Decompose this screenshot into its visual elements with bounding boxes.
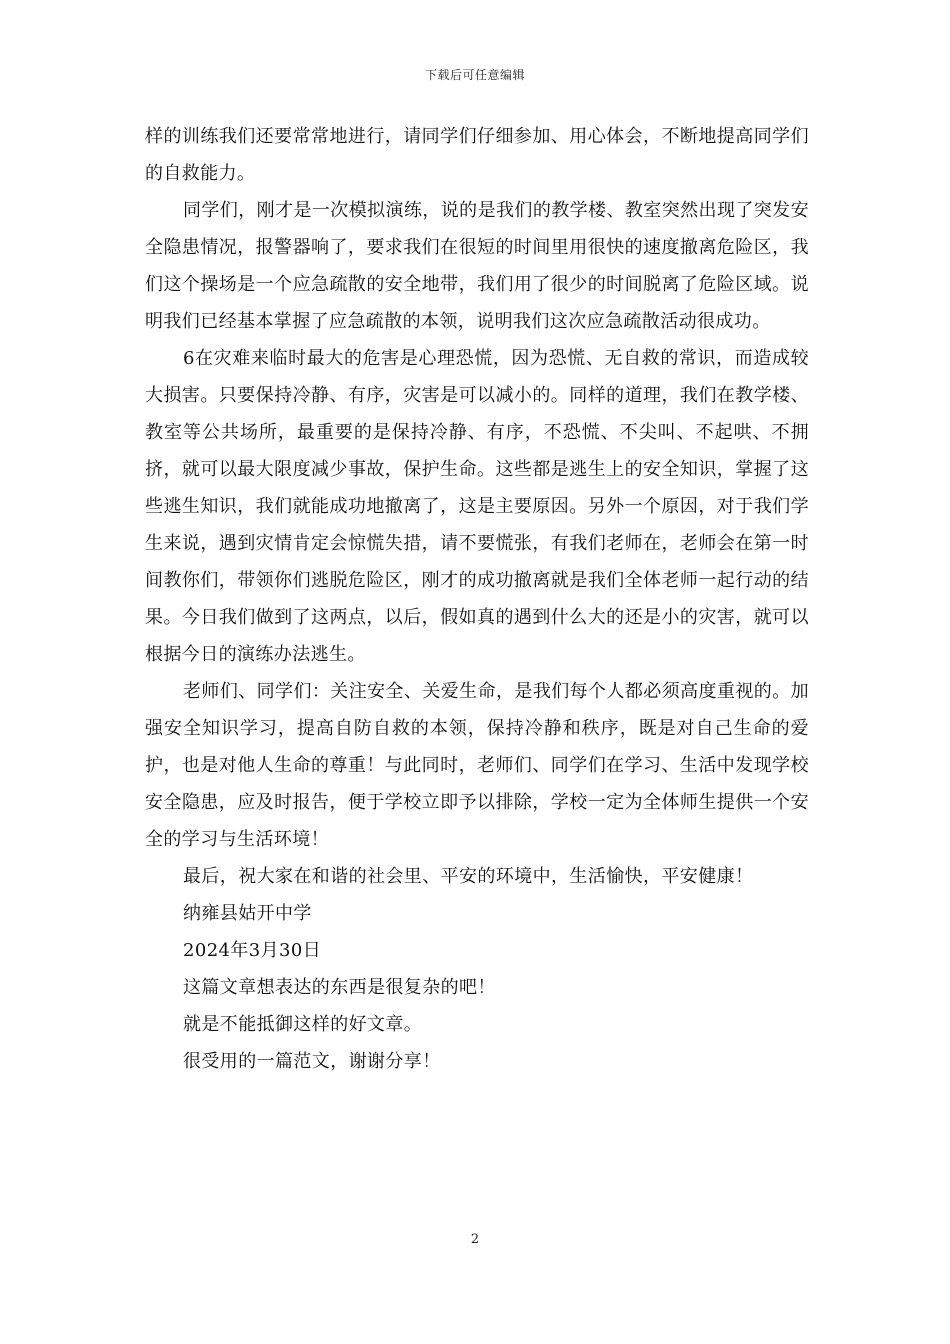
paragraph-continuation: 样的训练我们还要常常地进行，请同学们仔细参加、用心体会，不断地提高同学们的自救能力。 [145,126,809,184]
paragraph-drill-summary: 同学们，刚才是一次模拟演练，说的是我们的教学楼、教室突然出现了突发安全隐患情况，报警器响了，要求我们在很短的时间里用很快的速度撤离危险区，我们这个操场是一个应急疏散的安全地带，我们用了很少的时间脱离了危险区域。说明我们已经基本掌握了应急疏散的本领，说明我们这次应急疏散活动很成功。 [145,200,809,332]
document-date: 2024年3月30日 [183,940,322,961]
paragraph-disaster-panic: 6在灾难来临时最大的危害是心理恐慌，因为恐慌、无自救的常识，而造成较大损害。只要保持冷静、有序，灾害是可以减小的。同样的道理，我们在教学楼、教室等公共场所，最重要的是保持冷静、有序，不恐慌、不尖叫、不起哄、不拥挤，就可以最大限度减少事故，保护生命。这些都是逃生上的安全知识，掌握了这些逃生知识，我们就能成功地撤离了，这是主要原因。另外一个原因，对于我们学生来说，遇到灾情肯定会惊慌失措，请不要慌张，有我们老师在，老师会在第一时间教你们，带领你们逃脱危险区，刚才的成功撤离就是我们全体老师一起行动的结果。今日我们做到了这两点，以后，假如真的遇到什么大的还是小的灾害，就可以根据今日的演练办法逃生。 [145,348,809,665]
comment-line-2: 就是不能抵御这样的好文章。 [183,1014,423,1035]
school-name: 纳雍县姑开中学 [183,903,312,924]
page-number: 2 [470,1232,480,1247]
document-body [145,118,809,1080]
comment-line-3: 很受用的一篇范文，谢谢分享！ [183,1051,441,1072]
page-header: 下载后可任意编辑 [424,68,525,82]
closing-wish: 最后，祝大家在和谐的社会里、平安的环境中，生活愉快，平安健康！ [183,866,754,887]
paragraph-safety-appeal: 老师们、同学们：关注安全、关爱生命，是我们每个人都必须高度重视的。加强安全知识学习，提高自防自救的本领，保持冷静和秩序，既是对自己生命的爱护，也是对他人生命的尊重！与此同时，老师们、同学们在学习、生活中发现学校安全隐患，应及时报告，便于学校立即予以排除，学校一定为全体师生提供一个安全的学习与生活环境！ [145,681,809,850]
comment-line-1: 这篇文章想表达的东西是很复杂的吧！ [183,977,496,998]
